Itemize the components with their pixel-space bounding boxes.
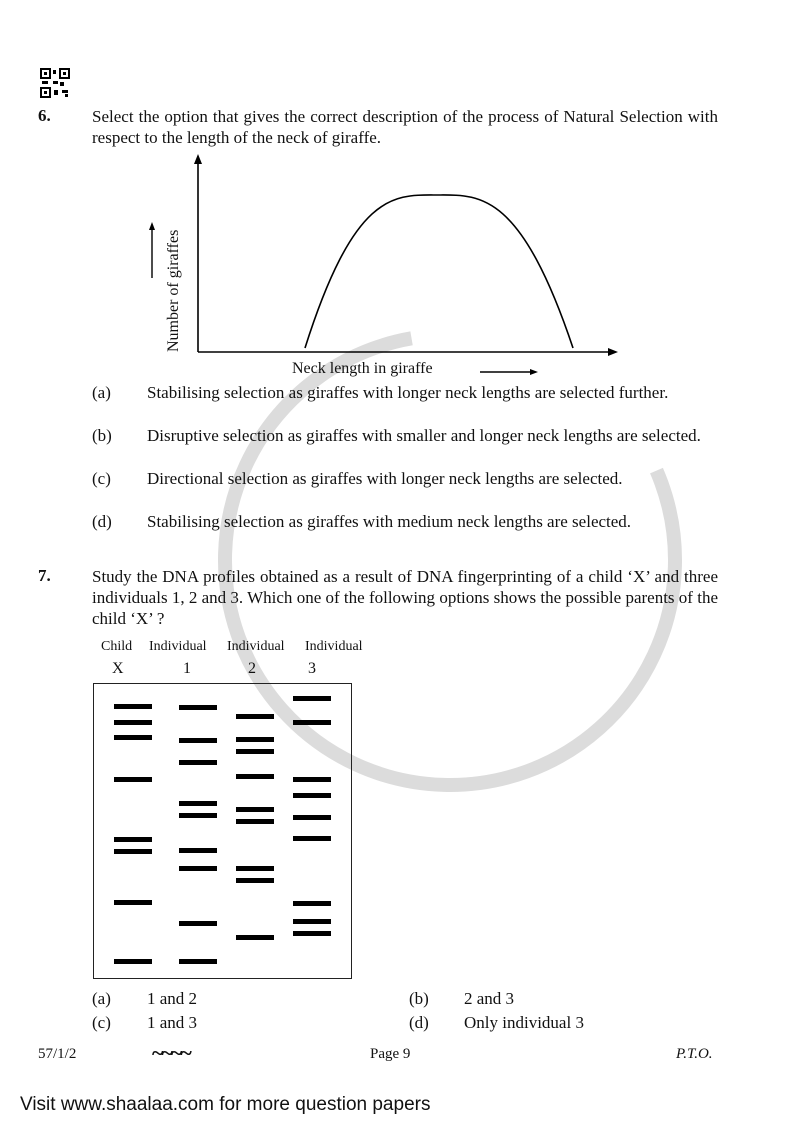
lane-title-2: Individual <box>227 639 285 654</box>
dna-band-lane-0 <box>114 735 152 740</box>
lane-id-1: 1 <box>183 660 191 677</box>
dna-band-lane-0 <box>114 777 152 782</box>
shaalaa-banner-link[interactable]: Visit www.shaalaa.com for more question papers <box>20 1094 431 1115</box>
dna-band-lane-2 <box>236 807 274 812</box>
q6-option-a[interactable]: (a) Stabilising selection as giraffes with longer neck lengths are selected further. <box>92 383 669 402</box>
dna-band-lane-1 <box>179 813 217 818</box>
distribution-curve <box>305 195 573 348</box>
lane-id-3: 3 <box>308 660 316 677</box>
dna-band-lane-2 <box>236 935 274 940</box>
dna-band-lane-1 <box>179 760 217 765</box>
dna-band-lane-3 <box>293 836 331 841</box>
dna-band-lane-2 <box>236 737 274 742</box>
paper-code: 57/1/2 <box>38 1046 77 1062</box>
q7-option-b[interactable]: (b) 2 and 3 <box>409 989 515 1008</box>
y-axis-label: Number of giraffes <box>165 229 182 352</box>
x-axis-arrow-icon <box>608 348 618 356</box>
qr-code-icon <box>40 68 70 98</box>
dna-band-lane-3 <box>293 815 331 820</box>
dna-gel <box>93 683 352 979</box>
lane-id-2: 2 <box>248 660 256 677</box>
dna-band-lane-0 <box>114 959 152 964</box>
x-axis-label: Neck length in giraffe <box>292 360 433 377</box>
y-axis-arrow-icon <box>194 154 202 164</box>
dna-band-lane-1 <box>179 801 217 806</box>
dna-band-lane-1 <box>179 921 217 926</box>
question-7-text: Study the DNA profiles obtained as a result of DNA fingerprinting of a child ‘X’ and three individuals 1, 2 and 3. Which one of the following options shows the possible parents of the child ‘X’ ? <box>92 567 718 628</box>
lane-title-child: Child <box>101 639 133 654</box>
q7-option-d[interactable]: (d) Only individual 3 <box>409 1013 584 1032</box>
pto-label: P.T.O. <box>676 1046 713 1062</box>
dna-band-lane-3 <box>293 793 331 798</box>
dna-band-lane-3 <box>293 720 331 725</box>
dna-band-lane-2 <box>236 878 274 883</box>
dna-band-lane-0 <box>114 720 152 725</box>
q6-option-c[interactable]: (c) Directional selection as giraffes with longer neck lengths are selected. <box>92 469 623 488</box>
dna-band-lane-3 <box>293 696 331 701</box>
dna-band-lane-2 <box>236 714 274 719</box>
dna-band-lane-0 <box>114 849 152 854</box>
dna-band-lane-3 <box>293 931 331 936</box>
lane-title-3: Individual <box>305 639 363 654</box>
dna-band-lane-3 <box>293 919 331 924</box>
q6-option-b[interactable]: (b) Disruptive selection as giraffes with smaller and longer neck lengths are selected. <box>92 426 701 445</box>
dna-band-lane-1 <box>179 959 217 964</box>
lane-title-1: Individual <box>149 639 207 654</box>
dna-band-lane-2 <box>236 866 274 871</box>
squiggle-mark: ~~~~ <box>152 1040 190 1065</box>
dna-band-lane-3 <box>293 777 331 782</box>
dna-band-lane-1 <box>179 848 217 853</box>
dna-band-lane-0 <box>114 900 152 905</box>
question-6-text: Select the option that gives the correct description of the process of Natural Selection with respect to the length of the neck of giraffe. <box>92 107 718 147</box>
q6-option-d[interactable]: (d) Stabilising selection as giraffes with medium neck lengths are selected. <box>92 512 632 531</box>
lane-id-x: X <box>112 660 124 677</box>
selection-graph <box>140 150 640 390</box>
page-number: Page 9 <box>370 1046 411 1062</box>
dna-band-lane-3 <box>293 901 331 906</box>
dna-band-lane-0 <box>114 837 152 842</box>
q7-option-a[interactable]: (a) 1 and 2 <box>92 989 198 1008</box>
dna-band-lane-2 <box>236 774 274 779</box>
dna-band-lane-1 <box>179 866 217 871</box>
dna-band-lane-2 <box>236 819 274 824</box>
question-7-number: 7. <box>38 566 51 585</box>
dna-band-lane-2 <box>236 749 274 754</box>
dna-band-lane-0 <box>114 704 152 709</box>
question-6-number: 6. <box>38 106 51 125</box>
dna-band-lane-1 <box>179 705 217 710</box>
q7-option-c[interactable]: (c) 1 and 3 <box>92 1013 198 1032</box>
dna-band-lane-1 <box>179 738 217 743</box>
